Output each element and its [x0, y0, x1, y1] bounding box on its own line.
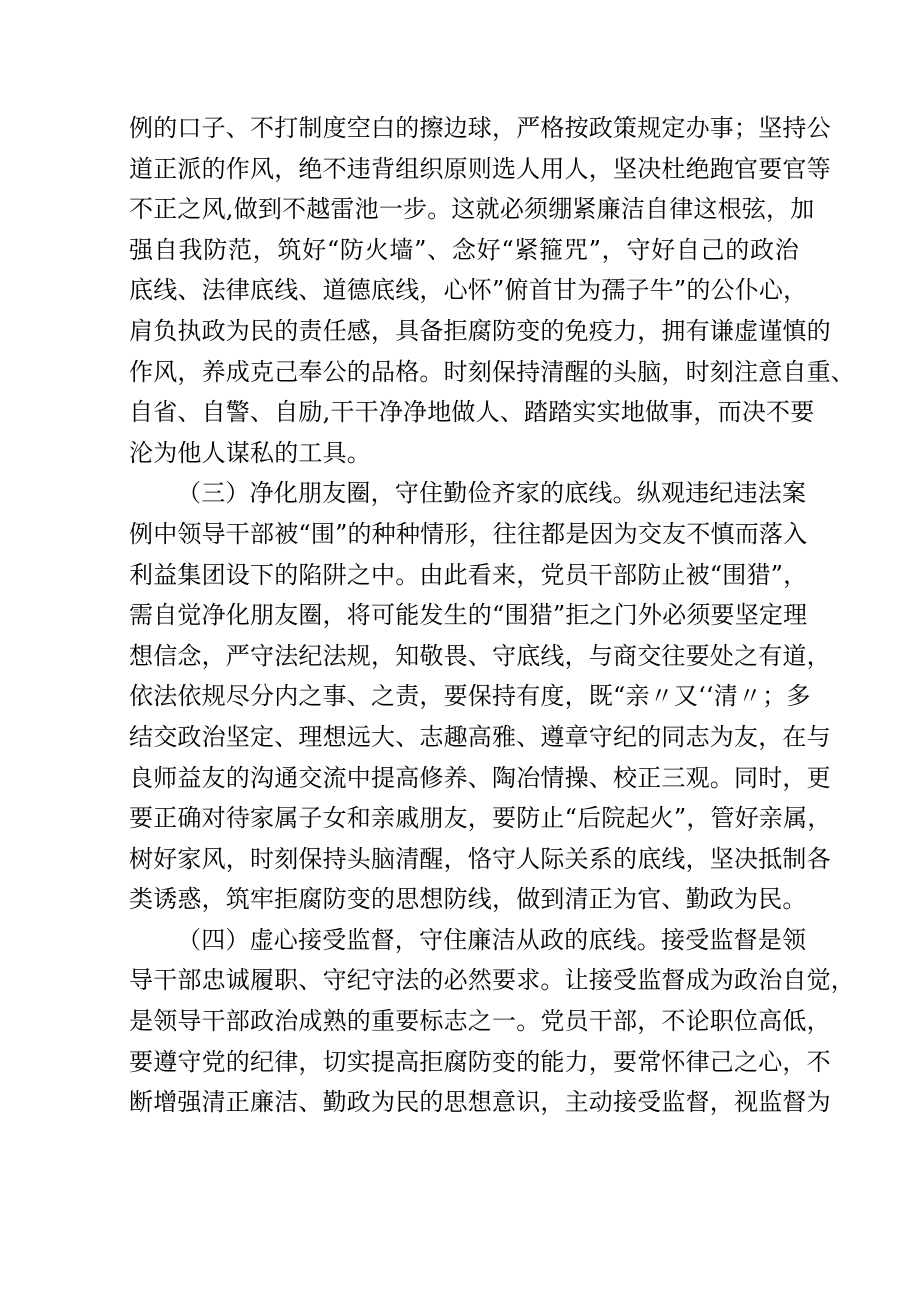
text-line: 想信念，严守法纪法规，知敬畏、守底线，与商交往要处之有道， — [129, 641, 831, 670]
text-line: 作风，养成克己奉公的品格。时刻保持清醒的头脑，时刻注意自重、 — [129, 357, 855, 386]
text-line: 类诱惑，筑牢拒腐防变的思想防线，做到清正为官、勤政为民。 — [129, 885, 807, 914]
paragraph — [129, 920, 855, 1123]
text-line: 自省、自警、自励,干干净净地做人、踏踏实实地做事，而决不要 — [129, 398, 815, 427]
text-line: 肩负执政为民的责任感，具备拒腐防变的免疫力，拥有谦虚谨慎的 — [129, 316, 831, 345]
text-line: 导干部忠诚履职、守纪守法的必然要求。让接受监督成为政治自觉， — [129, 966, 855, 995]
text-line: 树好家风，时刻保持头脑清醒，恪守人际关系的底线，坚决抵制各 — [129, 844, 831, 873]
text-line: 例中领导干部被“围”的种种情形，往往都是因为交友不慎而落入 — [129, 519, 808, 548]
text-line: （三）净化朋友圈，守住勤俭齐家的底线。纵观违纪违法案 — [177, 479, 807, 508]
text-line: （四）虚心接受监督，守住廉洁从政的底线。接受监督是领 — [177, 925, 807, 954]
text-line: 例的口子、不打制度空白的擦边球，严格按政策规定办事；坚持公 — [129, 114, 831, 142]
paragraph — [129, 473, 832, 920]
text-line: 需自觉净化朋友圈，将可能发生的“围猎”拒之门外必须要坚定理 — [129, 601, 808, 630]
text-line: 不正之风,做到不越雷池一步。这就必须绷紧廉洁自律这根弦，加 — [129, 195, 815, 224]
text-line: 道正派的作风，绝不违背组织原则选人用人，坚决杜绝跑官要官等 — [129, 154, 831, 183]
text-line: 是领导干部政治成熟的重要标志之一。党员干部，不论职位高低， — [129, 1007, 831, 1036]
body-text — [129, 108, 855, 1123]
text-line: 要遵守党的纪律，切实提高拒腐防变的能力，要常怀律己之心，不 — [129, 1047, 831, 1076]
text-line: 结交政治坚定、理想远大、志趣高雅、遵章守纪的同志为友，在与 — [129, 722, 831, 751]
text-line: 良师益友的沟通交流中提高修养、陶冶情操、校正三观。同时，更 — [129, 763, 831, 792]
text-line: 强自我防范，筑好“防火墙”、念好“紧箍咒”，守好自己的政治 — [129, 235, 799, 264]
text-line: 利益集团设下的陷阱之中。由此看来，党员干部防止被“围猎”， — [129, 560, 808, 589]
text-line: 沦为他人谋私的工具。 — [129, 438, 371, 467]
text-line: 要正确对待家属子女和亲戚朋友，要防止“后院起火”，管好亲属， — [129, 804, 832, 833]
text-line: 依法依规尽分内之事、之责，要保持有度，既“亲〃又‘‘清〃；多 — [129, 682, 811, 711]
paragraph — [129, 108, 855, 473]
text-line: 底线、法律底线、道德底线，心怀”俯首甘为孺子牛”的公仆心， — [129, 276, 808, 305]
text-line: 断增强清正廉洁、勤政为民的思想意识，主动接受监督，视监督为 — [129, 1088, 831, 1117]
